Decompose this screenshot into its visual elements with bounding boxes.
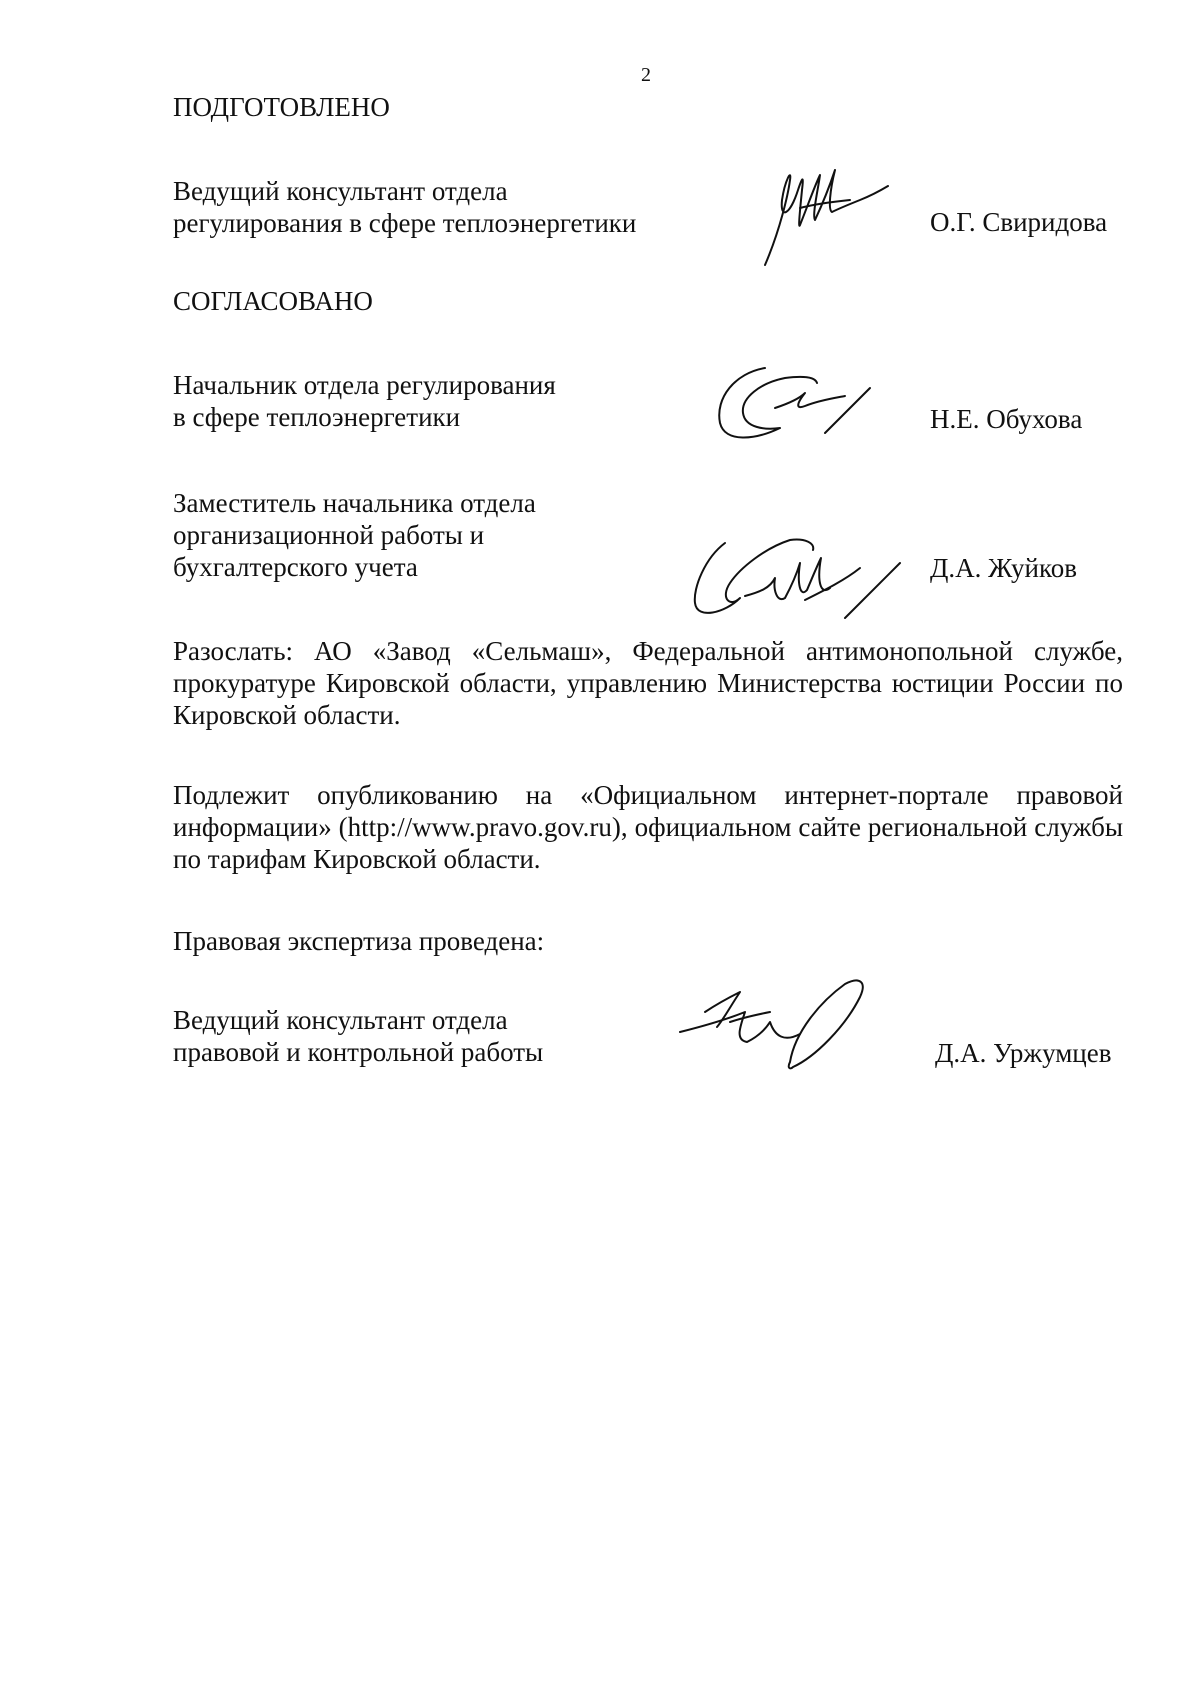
legal-role-line2: правовой и контрольной работы [173,1037,544,1067]
legal-name: Д.А. Уржумцев [935,1038,1112,1068]
signatory-2-role-line1: Заместитель начальника отдела [173,488,536,518]
signature-obukhova [705,348,885,448]
signature-urzhumtsev [675,972,890,1077]
prepared-role [173,175,636,239]
signature-sviridova [760,160,900,270]
distribution-paragraph: Разослать: АО «Завод «Сельмаш», Федеральной антимонопольной службе, прокуратуре Кировской области, управлению Министерства юстиции России по Кировской области. [173,636,1123,730]
prepared-name: О.Г. Свиридова [930,207,1108,237]
signatory-2-role-line2: организационной работы и [173,520,485,550]
prepared-role-line2: регулирования в сфере теплоэнергетики [173,208,637,238]
prepared-role-line1: Ведущий консультант отдела [173,176,508,206]
agreed-heading: СОГЛАСОВАНО [173,286,373,316]
signatory-1-role-line2: в сфере теплоэнергетики [173,402,461,432]
signatory-2-name: Д.А. Жуйков [930,553,1077,583]
signatory-1-role-line1: Начальник отдела регулирования [173,370,556,400]
publication-paragraph: Подлежит опубликованию на «Официальном интернет-портале правовой информации» (http://www.pravo.gov.ru), официальном сайте региональной службы по тарифам Кировской области. [173,780,1123,874]
signatory-2-role [173,487,536,583]
signatory-2-role-line3: бухгалтерского учета [173,552,418,582]
signatory-1-name: Н.Е. Обухова [930,404,1083,434]
signature-zhuykov [685,528,910,628]
signatory-1-role [173,369,556,433]
legal-role [173,1004,543,1068]
page-number: 2 [641,64,651,86]
prepared-heading: ПОДГОТОВЛЕНО [173,92,390,122]
legal-heading: Правовая экспертиза проведена: [173,926,545,956]
legal-role-line1: Ведущий консультант отдела [173,1005,508,1035]
